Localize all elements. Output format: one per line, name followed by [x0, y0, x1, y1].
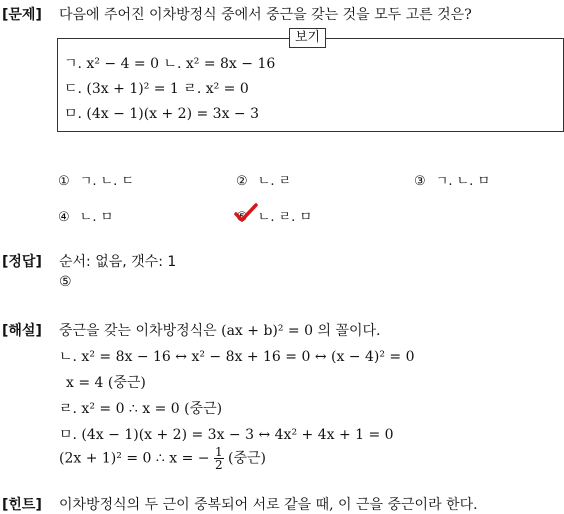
box-line-3: ㅁ. (4x − 1)(x + 2) = 3x − 3 — [64, 106, 260, 122]
explanation-line-5: ㅁ. (4x − 1)(x + 2) = 3x − 3 ↔ 4x² + 4x + 1 = 0 — [59, 427, 394, 443]
box-line-1: ㄱ. x² − 4 = 0 ㄴ. x² = 8x − 16 — [64, 56, 276, 72]
explanation-line-2: ㄴ. x² = 8x − 16 ↔ x² − 8x + 16 = 0 ↔ (x − 4)² = 0 — [59, 349, 415, 365]
option-3[interactable] — [414, 170, 490, 189]
explanation-line-1: 중근을 갖는 이차방정식은 (ax + b)² = 0 의 꼴이다. — [59, 323, 381, 339]
option-4[interactable] — [58, 206, 113, 225]
answer-mark: ⑤ — [59, 274, 72, 290]
explanation-line-6b: (중근) — [228, 450, 267, 467]
problem-label: [문제] — [2, 7, 42, 23]
fraction-numerator: 1 — [214, 445, 223, 459]
option-number: ① — [58, 174, 70, 189]
explanation-line-6a: (2x + 1)² = 0 ∴ x = − — [59, 450, 210, 467]
explanation-line-6 — [59, 446, 266, 471]
hint-text: 이차방정식의 두 근이 중복되어 서로 같을 때, 이 근을 중근이라 한다. — [59, 497, 478, 513]
box-title: 보기 — [289, 28, 326, 48]
explanation-line-3: x = 4 (중근) — [66, 375, 146, 391]
checkmark-icon — [234, 203, 258, 223]
option-2[interactable] — [236, 170, 291, 189]
fraction-denominator: 2 — [214, 458, 223, 472]
explanation-line-4: ㄹ. x² = 0 ∴ x = 0 (중근) — [59, 401, 223, 417]
option-number: ④ — [58, 210, 70, 225]
option-number: ② — [236, 174, 248, 189]
option-number: ③ — [414, 174, 426, 189]
question-text: 다음에 주어진 이차방정식 중에서 중근을 갖는 것을 모두 고른 것은? — [59, 7, 472, 23]
answer-text: 순서: 없음, 갯수: 1 — [59, 254, 177, 270]
option-1[interactable] — [58, 170, 134, 189]
option-text: ㄱ. ㄴ. ㄷ — [79, 174, 135, 189]
option-text: ㄴ. ㄹ — [257, 174, 292, 189]
option-text: ㄴ. ㄹ. ㅁ — [257, 210, 313, 225]
fraction — [214, 446, 224, 471]
hint-label: [힌트] — [2, 497, 42, 513]
explanation-label: [해설] — [2, 323, 42, 339]
box-line-2: ㄷ. (3x + 1)² = 1 ㄹ. x² = 0 — [64, 81, 249, 97]
answer-label: [정답] — [2, 254, 42, 270]
option-text: ㄱ. ㄴ. ㅁ — [435, 174, 491, 189]
option-text: ㄴ. ㅁ — [79, 210, 114, 225]
option-number: ⑤ — [236, 210, 248, 225]
